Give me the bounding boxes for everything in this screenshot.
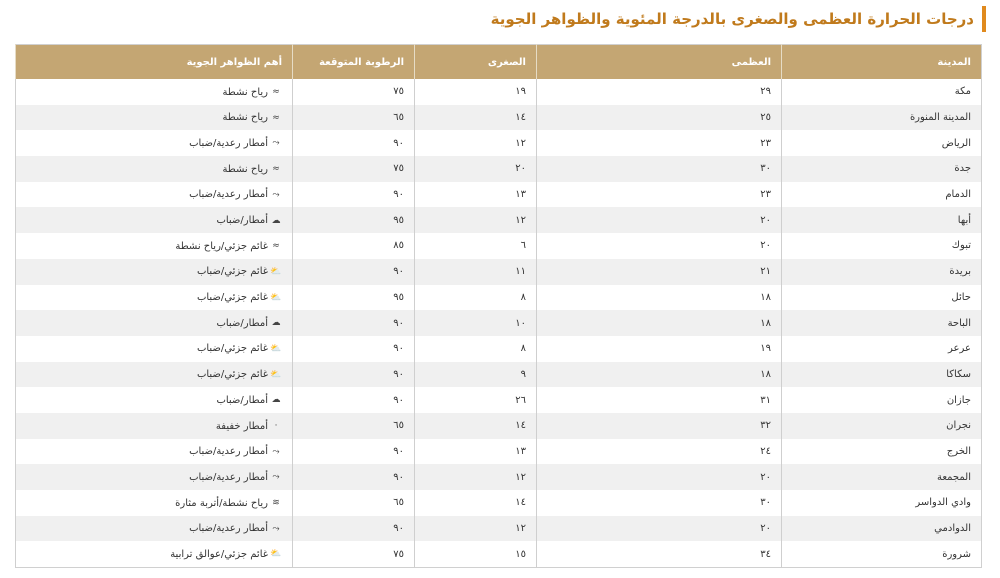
cell-min: ١٢ [415, 464, 537, 490]
cell-phenomena [16, 130, 293, 156]
table-row [16, 387, 982, 413]
phenomena-text: رياح نشطة/أتربة مثارة [175, 497, 268, 509]
header-max: العظمى [537, 45, 782, 80]
cell-city: حائل [782, 285, 982, 311]
cell-max: ٣٠ [537, 156, 782, 182]
cell-humidity: ٩٠ [293, 259, 415, 285]
phenomena-text: غائم جزئي/عوالق ترابية [170, 548, 268, 560]
table-row [16, 182, 982, 208]
thunderstorm-icon: ⤳ [272, 189, 280, 200]
cell-phenomena [16, 516, 293, 542]
table-row [16, 285, 982, 311]
table-row [16, 207, 982, 233]
cell-phenomena [16, 182, 293, 208]
table-row [16, 516, 982, 542]
phenomena-text: رياح نشطة [222, 163, 268, 175]
cell-humidity: ٩٠ [293, 464, 415, 490]
table-row [16, 439, 982, 465]
cell-city: الخرج [782, 439, 982, 465]
cell-city: شرورة [782, 541, 982, 567]
cell-max: ٣١ [537, 387, 782, 413]
header-city: المدينة [782, 45, 982, 80]
dust-wind-icon: ≋ [272, 498, 280, 509]
cell-max: ١٨ [537, 285, 782, 311]
cell-phenomena [16, 259, 293, 285]
light-rain-icon: · [274, 421, 278, 432]
phenomena-text: أمطار رعدية/ضباب [189, 137, 268, 149]
cell-city: وادي الدواسر [782, 490, 982, 516]
cell-humidity: ٨٥ [293, 233, 415, 259]
weather-table [15, 44, 982, 568]
phenomena-text: أمطار رعدية/ضباب [189, 189, 268, 201]
phenomena-text: غائم جزئي/ضباب [196, 292, 268, 304]
table-header-row [16, 45, 982, 80]
partly-cloudy-icon: ⛅ [270, 343, 282, 354]
table-row [16, 156, 982, 182]
wind-icon: ≈ [272, 112, 280, 123]
cell-humidity: ٩٠ [293, 182, 415, 208]
cell-max: ٢٣ [537, 182, 782, 208]
cell-city: الدمام [782, 182, 982, 208]
cell-phenomena [16, 439, 293, 465]
wind-icon: ≈ [272, 87, 280, 98]
cell-max: ١٨ [537, 362, 782, 388]
cell-phenomena [16, 207, 293, 233]
cell-max: ٢٩ [537, 79, 782, 105]
cell-min: ٨ [415, 285, 537, 311]
phenomena-text: رياح نشطة [222, 112, 268, 124]
cell-max: ٢٥ [537, 105, 782, 131]
cell-city: الرياض [782, 130, 982, 156]
cell-humidity: ٦٥ [293, 413, 415, 439]
partly-cloudy-icon: ⛅ [270, 266, 282, 277]
cell-max: ٢٠ [537, 516, 782, 542]
cell-phenomena [16, 464, 293, 490]
cell-max: ٢٣ [537, 130, 782, 156]
cell-humidity: ٩٠ [293, 130, 415, 156]
cell-city: مكة [782, 79, 982, 105]
cell-humidity: ٩٠ [293, 310, 415, 336]
cell-min: ١٣ [415, 182, 537, 208]
cell-min: ٢٦ [415, 387, 537, 413]
cell-humidity: ٦٥ [293, 105, 415, 131]
table-row [16, 105, 982, 131]
cell-min: ١٤ [415, 105, 537, 131]
cell-city: الدوادمي [782, 516, 982, 542]
phenomena-text: أمطار رعدية/ضباب [189, 523, 268, 535]
rain-cloud-icon: ☁ [271, 318, 281, 329]
table-row [16, 541, 982, 567]
phenomena-text: غائم جزئي/ضباب [196, 369, 268, 381]
table-row [16, 79, 982, 105]
cell-humidity: ٦٥ [293, 490, 415, 516]
table-row [16, 259, 982, 285]
thunderstorm-icon: ⤳ [272, 138, 280, 149]
cell-phenomena [16, 79, 293, 105]
cell-max: ٢٠ [537, 207, 782, 233]
cell-min: ٦ [415, 233, 537, 259]
header-phenomena: أهم الظواهر الجوية [16, 45, 293, 80]
cell-city: المجمعة [782, 464, 982, 490]
table-row [16, 310, 982, 336]
cell-city: جدة [782, 156, 982, 182]
cell-min: ١٢ [415, 207, 537, 233]
phenomena-text: أمطار خفيفة [215, 420, 268, 432]
cell-phenomena [16, 541, 293, 567]
cell-min: ١٠ [415, 310, 537, 336]
cell-min: ١٢ [415, 130, 537, 156]
wind-icon: ≈ [272, 164, 280, 175]
cell-humidity: ٩٠ [293, 336, 415, 362]
cell-max: ١٩ [537, 336, 782, 362]
cell-city: الباحة [782, 310, 982, 336]
rain-cloud-icon: ☁ [271, 395, 281, 406]
wind-icon: ≈ [272, 241, 280, 252]
cell-phenomena [16, 490, 293, 516]
table-row [16, 413, 982, 439]
cell-humidity: ٩٠ [293, 387, 415, 413]
cell-phenomena [16, 156, 293, 182]
cell-phenomena [16, 105, 293, 131]
cell-city: بريدة [782, 259, 982, 285]
phenomena-text: غائم جزئي/ضباب [196, 343, 268, 355]
table-row [16, 362, 982, 388]
cell-phenomena [16, 233, 293, 259]
cell-phenomena [16, 362, 293, 388]
cell-city: عرعر [782, 336, 982, 362]
cell-max: ٣٠ [537, 490, 782, 516]
cell-max: ٢٠ [537, 464, 782, 490]
cell-max: ٢١ [537, 259, 782, 285]
cell-max: ٣٤ [537, 541, 782, 567]
thunderstorm-icon: ⤳ [272, 523, 280, 534]
cell-max: ٣٢ [537, 413, 782, 439]
cell-city: المدينة المنورة [782, 105, 982, 131]
cell-humidity: ٧٥ [293, 156, 415, 182]
cell-min: ١٣ [415, 439, 537, 465]
table-row [16, 490, 982, 516]
table-row [16, 130, 982, 156]
cell-min: ١٤ [415, 490, 537, 516]
table-row [16, 464, 982, 490]
phenomena-text: غائم جزئي/رياح نشطة [175, 240, 268, 252]
cell-humidity: ٧٥ [293, 541, 415, 567]
phenomena-text: أمطار رعدية/ضباب [189, 471, 268, 483]
cell-phenomena [16, 336, 293, 362]
cell-city: جازان [782, 387, 982, 413]
cell-max: ١٨ [537, 310, 782, 336]
thunderstorm-icon: ⤳ [272, 446, 280, 457]
cell-max: ٢٤ [537, 439, 782, 465]
cell-min: ٢٠ [415, 156, 537, 182]
cell-city: سكاكا [782, 362, 982, 388]
thunderstorm-icon: ⤳ [272, 472, 280, 483]
cell-city: نجران [782, 413, 982, 439]
phenomena-text: أمطار/ضباب [216, 317, 268, 329]
phenomena-text: أمطار/ضباب [216, 394, 268, 406]
phenomena-text: أمطار رعدية/ضباب [189, 446, 268, 458]
cell-max: ٢٠ [537, 233, 782, 259]
partly-cloudy-icon: ⛅ [270, 369, 282, 380]
cell-phenomena [16, 413, 293, 439]
partly-cloudy-icon: ⛅ [270, 292, 282, 303]
phenomena-text: غائم جزئي/ضباب [196, 266, 268, 278]
cell-min: ١٢ [415, 516, 537, 542]
cell-humidity: ٩٠ [293, 362, 415, 388]
cell-humidity: ٩٥ [293, 207, 415, 233]
cell-phenomena [16, 387, 293, 413]
cell-humidity: ٧٥ [293, 79, 415, 105]
cell-min: ٩ [415, 362, 537, 388]
cell-city: أبها [782, 207, 982, 233]
cell-humidity: ٩٥ [293, 285, 415, 311]
heading-accent-bar [982, 6, 986, 32]
header-min: الصغرى [415, 45, 537, 80]
phenomena-text: رياح نشطة [222, 86, 268, 98]
cell-phenomena [16, 310, 293, 336]
cell-min: ١٤ [415, 413, 537, 439]
cell-min: ١٩ [415, 79, 537, 105]
cell-min: ١١ [415, 259, 537, 285]
cell-humidity: ٩٠ [293, 439, 415, 465]
cell-humidity: ٩٠ [293, 516, 415, 542]
page-title: درجات الحرارة العظمى والصغرى بالدرجة المئوية والظواهر الجوية [490, 10, 974, 28]
cell-city: تبوك [782, 233, 982, 259]
page-heading [491, 6, 986, 32]
cell-phenomena [16, 285, 293, 311]
partly-cloudy-icon: ⛅ [270, 549, 282, 560]
table-row [16, 336, 982, 362]
header-humidity: الرطوبة المتوقعة [293, 45, 415, 80]
rain-cloud-icon: ☁ [271, 215, 281, 226]
cell-min: ٨ [415, 336, 537, 362]
table-row [16, 233, 982, 259]
phenomena-text: أمطار/ضباب [216, 215, 268, 227]
cell-min: ١٥ [415, 541, 537, 567]
